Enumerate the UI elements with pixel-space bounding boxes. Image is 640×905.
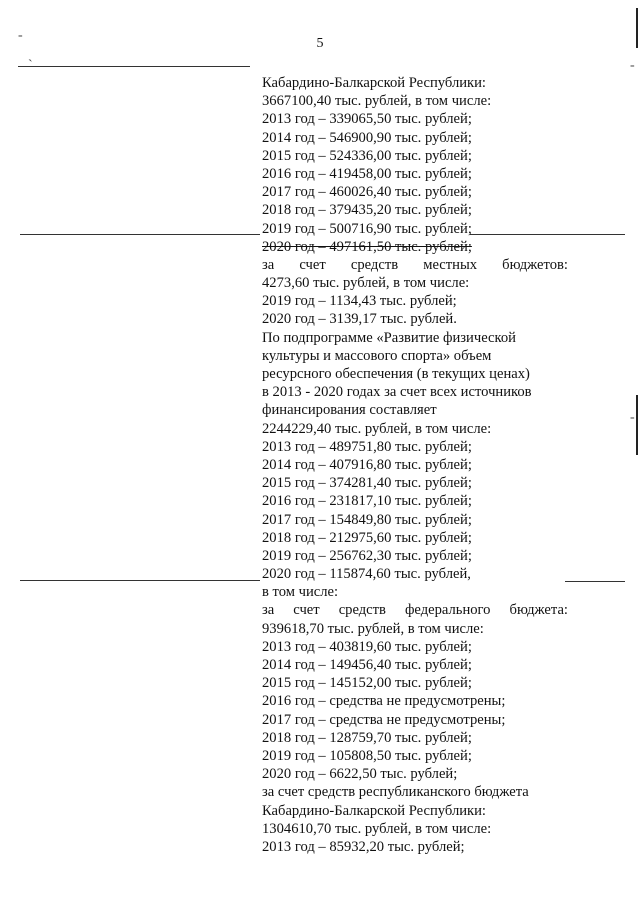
- text-line: 1304610,70 тыс. рублей, в том числе:: [262, 820, 492, 837]
- text-line: 2244229,40 тыс. рублей, в том числе:: [262, 420, 492, 437]
- text-line: 2016 год – средства не предусмотрены;: [262, 693, 506, 710]
- word: за: [262, 256, 275, 273]
- text-line: 2019 год – 500716,90 тыс. рублей;: [262, 220, 472, 237]
- word: средств: [338, 602, 386, 619]
- text-line: 2019 год – 1134,43 тыс. рублей;: [262, 293, 457, 310]
- word: за: [262, 602, 275, 619]
- text-line: культуры и массового спорта» объем: [262, 347, 492, 364]
- text-line: 2019 год – 105808,50 тыс. рублей;: [262, 747, 472, 764]
- text-line: финансирования составляет: [262, 402, 437, 419]
- text-line: 2017 год – 154849,80 тыс. рублей;: [262, 511, 472, 528]
- text-line: 2013 год – 403819,60 тыс. рублей;: [262, 638, 472, 655]
- text-line: 3667100,40 тыс. рублей, в том числе:: [262, 93, 492, 110]
- text-line: 2019 год – 256762,30 тыс. рублей;: [262, 547, 472, 564]
- word: бюджетов:: [502, 256, 568, 273]
- word: счет: [299, 256, 326, 273]
- text-line: в том числе:: [262, 584, 339, 601]
- text-line: 2015 год – 524336,00 тыс. рублей;: [262, 147, 472, 164]
- page-number: 5: [316, 36, 324, 51]
- text-line: 2020 год – 115874,60 тыс. рублей,: [262, 566, 471, 583]
- text-line: 2017 год – 460026,40 тыс. рублей;: [262, 184, 472, 201]
- word: федерального: [404, 602, 491, 619]
- text-line: Кабардино-Балкарской Республики:: [262, 75, 486, 91]
- scan-rule: [565, 581, 625, 582]
- word: средств: [350, 256, 399, 273]
- scan-artifact: -: [630, 410, 635, 425]
- text-line: 2014 год – 407916,80 тыс. рублей;: [262, 456, 472, 473]
- text-line: за счет средств республиканского бюджета: [262, 784, 529, 801]
- word: счет: [293, 602, 320, 619]
- text-line: 2018 год – 128759,70 тыс. рублей;: [262, 729, 472, 746]
- scan-edge-mark: [636, 395, 638, 455]
- text-line: 2018 год – 212975,60 тыс. рублей;: [262, 529, 472, 546]
- text-line: Кабардино-Балкарской Республики:: [262, 802, 486, 819]
- scan-artifact: `: [28, 58, 33, 73]
- scan-rule: [18, 66, 250, 67]
- text-line: 2014 год – 149456,40 тыс. рублей;: [262, 657, 472, 673]
- text-line: 2018 год – 379435,20 тыс. рублей;: [262, 202, 472, 219]
- word: местных: [423, 256, 478, 273]
- text-line: 2014 год – 546900,90 тыс. рублей;: [262, 129, 472, 146]
- text-line: 2016 год – 419458,00 тыс. рублей;: [262, 165, 472, 182]
- text-line: 2015 год – 145152,00 тыс. рублей;: [262, 675, 472, 692]
- text-line: 2013 год – 489751,80 тыс. рублей;: [262, 438, 472, 455]
- text-line: [262, 256, 568, 274]
- text-line: По подпрограмме «Развитие физической: [262, 329, 516, 346]
- text-line: в 2013 - 2020 годах за счет всех источников: [262, 384, 532, 401]
- scan-rule: [20, 580, 260, 581]
- text-line: [262, 601, 568, 619]
- scan-rule: [20, 234, 260, 235]
- document-body: [262, 74, 568, 856]
- text-line: 2013 год – 85932,20 тыс. рублей;: [262, 838, 465, 855]
- text-line: 2017 год – средства не предусмотрены;: [262, 711, 506, 728]
- word: бюджета:: [509, 602, 568, 619]
- text-line: 2016 год – 231817,10 тыс. рублей;: [262, 493, 472, 510]
- text-line: 2020 год – 6622,50 тыс. рублей;: [262, 766, 458, 783]
- text-line: 2015 год – 374281,40 тыс. рублей;: [262, 475, 472, 492]
- text-line: 2020 год – 497161,50 тыс. рублей;: [262, 238, 472, 255]
- scan-artifact: -: [630, 58, 635, 73]
- text-line: 2020 год – 3139,17 тыс. рублей.: [262, 311, 457, 328]
- scan-edge-mark: [636, 8, 638, 48]
- text-line: 939618,70 тыс. рублей, в том числе:: [262, 620, 484, 637]
- scan-artifact: -: [18, 28, 23, 43]
- text-line: ресурсного обеспечения (в текущих ценах): [262, 366, 530, 382]
- text-line: 4273,60 тыс. рублей, в том числе:: [262, 275, 470, 292]
- text-line: 2013 год – 339065,50 тыс. рублей;: [262, 111, 472, 128]
